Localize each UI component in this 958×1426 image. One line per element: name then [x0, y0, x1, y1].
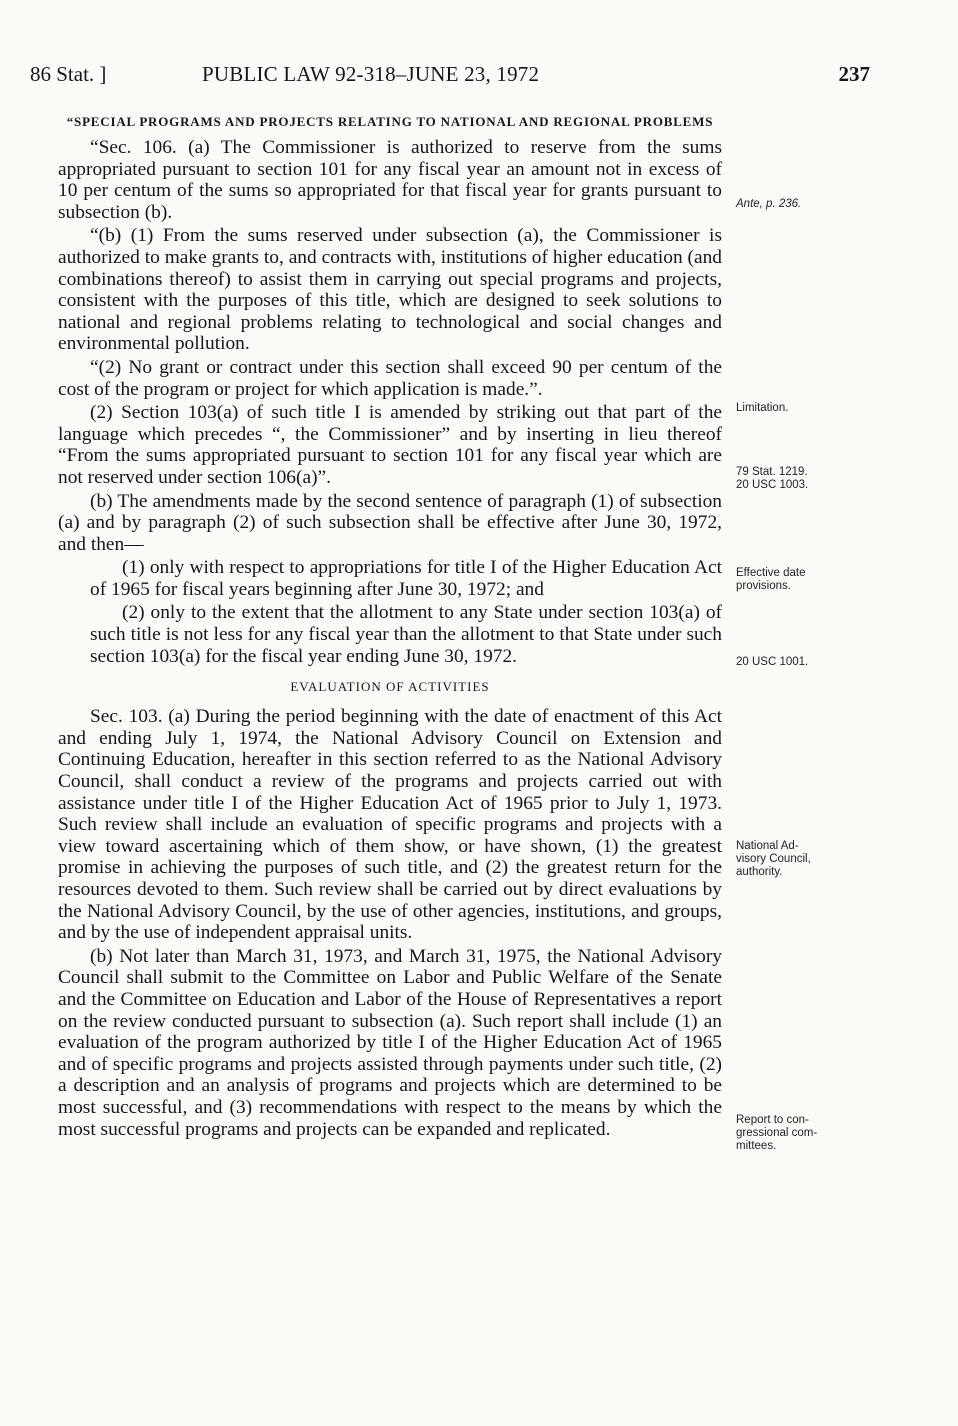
- margin-note-national-advisory-council: National Ad- visory Council, authority.: [736, 840, 811, 878]
- paragraph-sec-103-b: (b) Not later than March 31, 1973, and March 31, 1975, the National Advisory Council shall submit to the Committee on Labor and Public Welfare of the Senate and the Committee on Education and Labor of the House of Representatives a report on the review conducted pursuant to subsection (a). Such report shall include (1) an evaluation of the program authorized by title I of the Higher Education Act of 1965 and of specific programs and projects assisted through payments under such title, (2) a description and an analysis of programs and projects which are determined to be most successful, and (3) recommendations with respect to the means by which the most successful programs and projects can be expanded and replicated.: [58, 945, 722, 1140]
- page-header: [30, 62, 870, 92]
- list-item-1: (1) only with respect to appropriations for title I of the Higher Education Act of 1965 for fiscal years beginning after June 30, 1972; and: [90, 557, 722, 600]
- running-title: PUBLIC LAW 92-318–JUNE 23, 1972: [202, 62, 540, 86]
- margin-note-effective-date: Effective date provisions.: [736, 567, 806, 592]
- list-item-2: (2) only to the extent that the allotment to any State under section 103(a) of such title is not less for any fiscal year than the allotment to that State under such section 103(a) for the fiscal year ending June 30, 1972.: [90, 602, 722, 667]
- margin-note-ante: Ante, p. 236.: [736, 198, 802, 210]
- margin-note-limitation: Limitation.: [736, 402, 789, 414]
- margin-note-20-usc-1001: 20 USC 1001.: [736, 656, 809, 668]
- margin-note-79-stat: 79 Stat. 1219. 20 USC 1003.: [736, 466, 809, 491]
- paragraph-sec-106-b1: “(b) (1) From the sums reserved under subsection (a), the Commissioner is authorized to make grants to, and contracts with, institutions of higher education (and combinations thereof) to assist them in carrying out special programs and projects, consistent with the purposes of this title, which are designed to seek solutions to national and regional problems relating to technological and social changes and environmental pollution.: [58, 225, 722, 355]
- paragraph-sec-106-a: “Sec. 106. (a) The Commissioner is authorized to reserve from the sums appropriated pursuant to section 101 for any fiscal year an amount not in excess of 10 per centum of the sums so appropriated for that fiscal year for grants pursuant to subsection (b).: [58, 137, 722, 223]
- margin-note-report: Report to con- gressional com- mittees.: [736, 1114, 818, 1152]
- section-heading-special-programs: “SPECIAL PROGRAMS AND PROJECTS RELATING TO NATIONAL AND REGIONAL PROBLEMS: [66, 114, 714, 129]
- page-number: 237: [838, 62, 870, 86]
- paragraph-sec-106-b2: “(2) No grant or contract under this section shall exceed 90 per centum of the cost of the program or project for which application is made.”.: [58, 356, 722, 400]
- paragraph-amend-103a: (2) Section 103(a) of such title I is amended by striking out that part of the language which precedes “, the Commissioner” and by inserting in lieu thereof “From the sums appropriated pursuant to section 101 for any fiscal year which are not reserved under section 106(a)”.: [58, 402, 722, 488]
- section-heading-evaluation: EVALUATION OF ACTIVITIES: [290, 679, 490, 695]
- stat-volume: 86 Stat. ]: [30, 62, 107, 86]
- paragraph-sec-103-a: Sec. 103. (a) During the period beginning with the date of enactment of this Act and ending July 1, 1974, the National Advisory Council on Extension and Continuing Education, hereafter in this section referred to as the National Advisory Council, shall conduct a review of the programs and projects carried out with assistance under title I of the Higher Education Act of 1965 prior to July 1, 1973. Such review shall include an evaluation of specific programs and projects with a view toward ascertaining which of them show, or have shown, (1) the greatest promise in achieving the purposes of such title, and (2) the greatest return for the resources devoted to them. Such review shall be carried out by direct evaluations by the National Advisory Council, by the use of other agencies, institutions, and groups, and by the use of independent appraisal units.: [58, 706, 722, 944]
- statute-body: [58, 113, 722, 1142]
- paragraph-effective-date: (b) The amendments made by the second sentence of paragraph (1) of subsection (a) and by paragraph (2) of such subsection shall be effective after June 30, 1972, and then—: [58, 490, 722, 555]
